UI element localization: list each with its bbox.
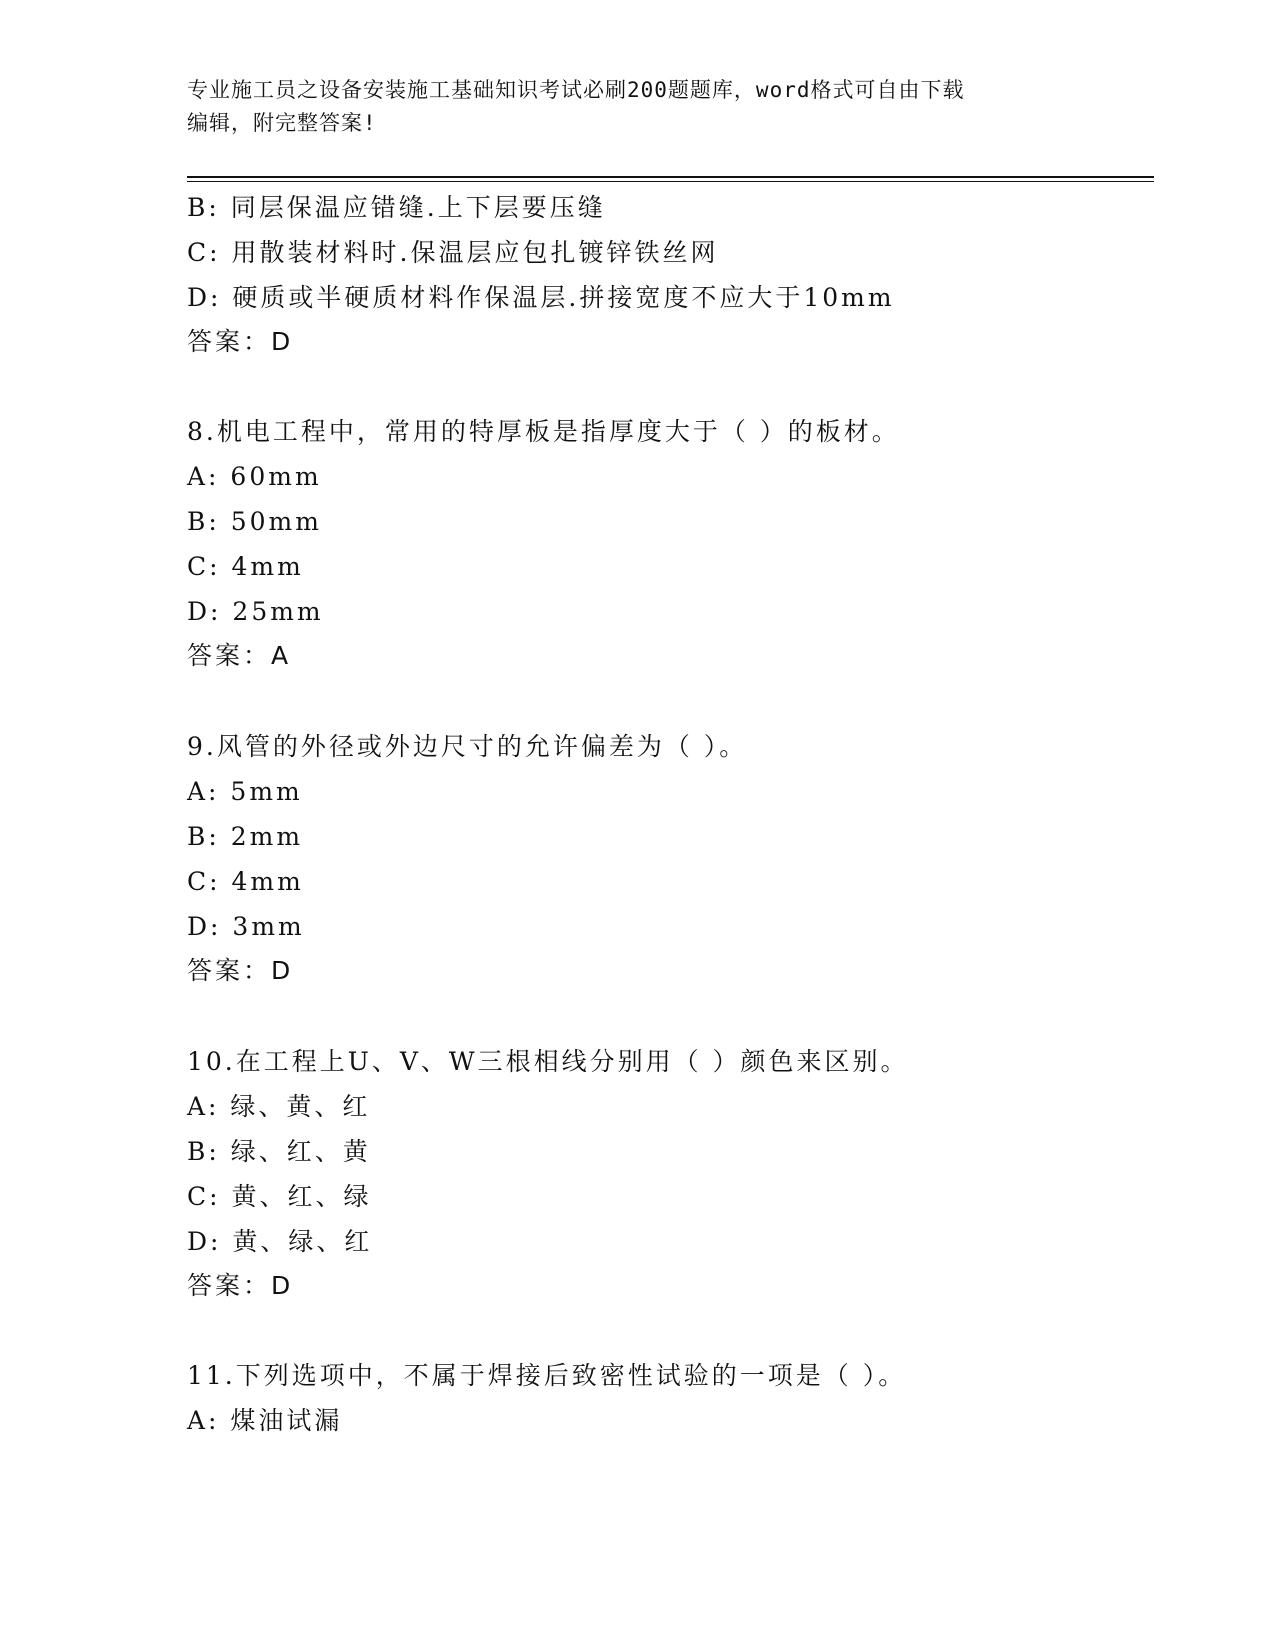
q11-stem: 11.下列选项中，不属于焊接后致密性试验的一项是（ ）。: [187, 1361, 907, 1390]
q9-answer: 答案：D: [187, 956, 294, 985]
q10-option-b: B: 绿、红、黄: [187, 1137, 371, 1166]
q10-stem: 10.在工程上U、V、W三根相线分别用（ ）颜色来区别。: [187, 1047, 909, 1076]
q11-option-a: A: 煤油试漏: [187, 1406, 343, 1435]
q8-option-a: A: 60mm: [187, 462, 322, 491]
q10-option-c: C: 黄、红、绿: [187, 1182, 372, 1211]
q9-option-a: A: 5mm: [187, 777, 303, 806]
q9-stem: 9.风管的外径或外边尺寸的允许偏差为（ ）。: [187, 732, 748, 761]
q9-option-c: C: 4mm: [187, 867, 304, 896]
header-divider-thick: [187, 176, 1154, 178]
q7-option-b: B: 同层保温应错缝.上下层要压缝: [187, 193, 606, 222]
q8-stem: 8.机电工程中，常用的特厚板是指厚度大于（ ）的板材。: [187, 417, 900, 446]
document-header: [187, 74, 1067, 140]
q8-answer: 答案：A: [187, 641, 292, 670]
q8-option-b: B: 50mm: [187, 507, 322, 536]
q7-option-c: C: 用散装材料时.保温层应包扎镀锌铁丝网: [187, 238, 719, 267]
q7-option-d: D: 硬质或半硬质材料作保温层.拼接宽度不应大于10mm: [187, 283, 895, 312]
header-divider-thin: [187, 181, 1154, 182]
header-title-line-1: 专业施工员之设备安装施工基础知识考试必刷200题题库，word格式可自由下载: [187, 78, 965, 102]
q10-option-d: D: 黄、绿、红: [187, 1227, 373, 1256]
q7-answer: 答案：D: [187, 327, 294, 356]
q9-option-d: D: 3mm: [187, 912, 305, 941]
q9-option-b: B: 2mm: [187, 822, 304, 851]
q10-option-a: A: 绿、黄、红: [187, 1092, 371, 1121]
q8-option-c: C: 4mm: [187, 552, 304, 581]
q10-answer: 答案：D: [187, 1271, 294, 1300]
q8-option-d: D: 25mm: [187, 597, 324, 626]
header-title-line-2: 编辑，附完整答案!: [187, 111, 377, 135]
